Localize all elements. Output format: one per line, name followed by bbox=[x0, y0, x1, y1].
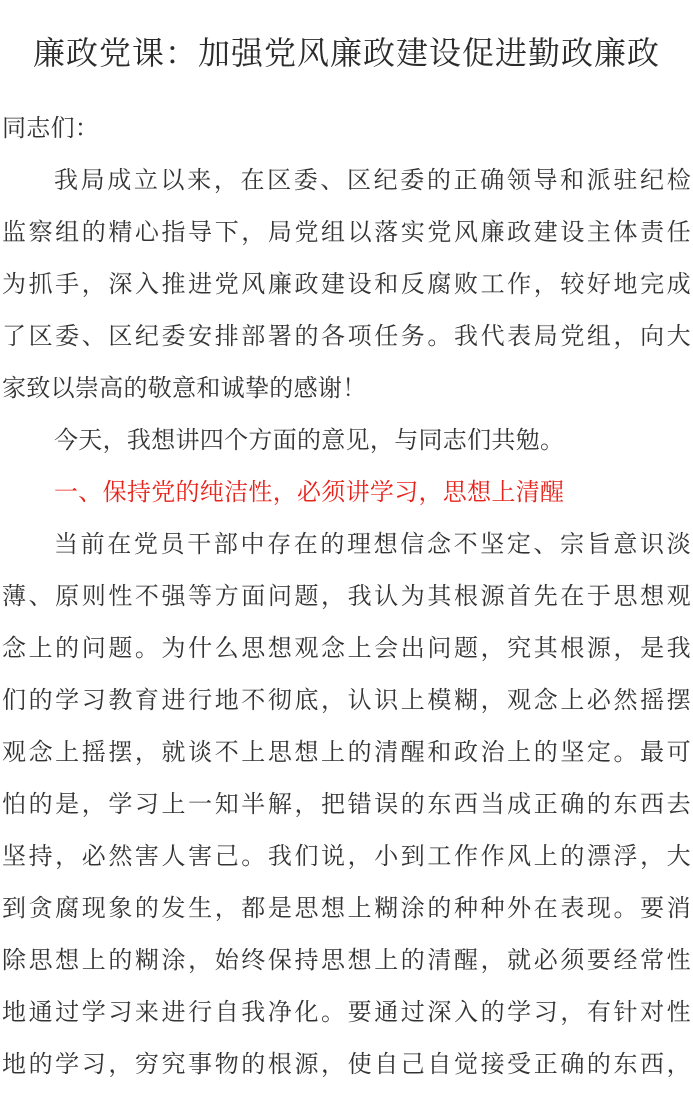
text-line: 薄、原则性不强等方面问题，我认为其根源首先在于思想观 bbox=[2, 582, 691, 610]
document-title: 廉政党课：加强党风廉政建设促进勤政廉政 bbox=[32, 34, 660, 72]
text-line: 除思想上的糊涂，始终保持思想上的清醒，就必须要经常性 bbox=[2, 946, 691, 974]
text-line: 同志们： bbox=[2, 114, 100, 142]
text-line: 坚持，必然害人害己。我们说，小到工作作风上的漂浮，大 bbox=[2, 842, 691, 870]
text-line: 家致以崇高的敬意和诚挚的感谢！ bbox=[2, 374, 367, 402]
text-line: 了区委、区纪委安排部署的各项任务。我代表局党组，向大 bbox=[2, 322, 691, 350]
text-line: 我局成立以来，在区委、区纪委的正确领导和派驻纪检 bbox=[54, 166, 691, 194]
text-line: 观念上摇摆，就谈不上思想上的清醒和政治上的坚定。最可 bbox=[2, 738, 691, 766]
text-line: 地通过学习来进行自我净化。要通过深入的学习，有针对性 bbox=[2, 998, 691, 1026]
text-line: 念上的问题。为什么思想观念上会出问题，究其根源，是我 bbox=[2, 634, 691, 662]
section-heading: 一、保持党的纯洁性，必须讲学习，思想上清醒 bbox=[54, 478, 565, 506]
text-line: 到贪腐现象的发生，都是思想上糊涂的种种外在表现。要消 bbox=[2, 894, 691, 922]
text-line: 为抓手，深入推进党风廉政建设和反腐败工作，较好地完成 bbox=[2, 270, 691, 298]
text-line: 当前在党员干部中存在的理想信念不坚定、宗旨意识淡 bbox=[54, 530, 691, 558]
text-line: 们的学习教育进行地不彻底，认识上模糊，观念上必然摇摆 bbox=[2, 686, 691, 714]
text-line: 地的学习，穷究事物的根源，使自己自觉接受正确的东西， bbox=[2, 1050, 691, 1078]
text-line: 今天，我想讲四个方面的意见，与同志们共勉。 bbox=[54, 426, 565, 454]
text-line: 怕的是，学习上一知半解，把错误的东西当成正确的东西去 bbox=[2, 790, 691, 818]
text-line: 监察组的精心指导下，局党组以落实党风廉政建设主体责任 bbox=[2, 218, 691, 246]
document-body bbox=[2, 102, 691, 1090]
